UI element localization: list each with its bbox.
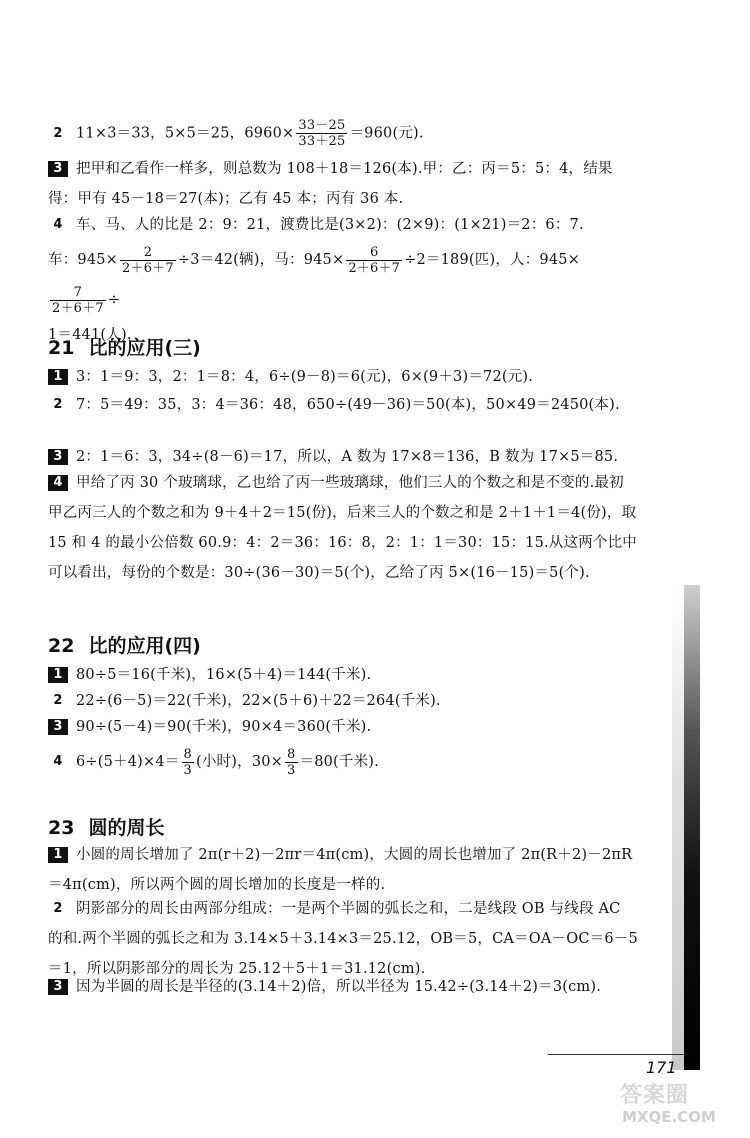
question-number: 1 [48, 847, 68, 863]
fraction-numerator: 6 [346, 245, 402, 261]
answer-text: 3：1＝9：3，2：1＝8：4，6÷(9－8)＝6(元)，6×(9＋3)＝72(元). [76, 369, 534, 385]
answer-text: ＝960(元). [349, 125, 424, 142]
fraction [296, 118, 347, 149]
answer-text: 11×3＝33，5×5＝25，6960× [76, 125, 295, 142]
answer-block [48, 712, 638, 742]
answer-block [48, 972, 638, 1002]
watermark-url: MXQE.COM [622, 1108, 716, 1126]
answer-text: ÷2＝189(匹)，人：945× [404, 252, 581, 268]
answer-block [48, 362, 638, 392]
fraction [120, 245, 176, 276]
answer-text: 7：5＝49：35，3：4＝36：48，650÷(49－36)＝50(本)，50×49＝2450(本). [76, 397, 620, 413]
question-number: 3 [48, 979, 68, 995]
page-number: 171 [646, 1058, 677, 1077]
answer-text: 因为半圆的周长是半径的(3.14＋2)倍，所以半径为 15.42÷(3.14＋2)＝3(cm). [76, 979, 602, 995]
answer-text: 车、马、人的比是 2：9：21，渡费比是(3×2)：(2×9)：(1×21)＝2：6：7. [76, 217, 584, 233]
answer-text: ÷3＝42(辆)，马：945× [177, 252, 345, 268]
question-number: 1 [48, 667, 68, 683]
answer-text: 阴影部分的周长由两部分组成：一是两个半圆的弧长之和，二是线段 OB 与线段 AC 的和.两个半圆的弧长之和为 3.14×5＋3.14×3＝25.12，OB＝5，CA＝OA－OC＝6－5＝1，所以阴影部分的周长为 25.12＋5＋1＝31.12(cm). [48, 901, 638, 977]
section-title: 比的应用(四) [88, 635, 201, 657]
fraction-denominator: 2＋6＋7 [52, 300, 104, 316]
section-heading [48, 632, 201, 660]
answer-block [48, 390, 638, 420]
fraction-numerator: 7 [50, 285, 106, 301]
question-number: 2 [53, 901, 63, 916]
fraction-numerator: 8 [183, 746, 192, 762]
answer-block [48, 894, 638, 984]
fraction-numerator: 33－25 [298, 118, 346, 133]
section-title: 圆的周长 [88, 817, 165, 839]
answer-text: 80÷5＝16(千米)，16×(5＋4)＝144(千米). [76, 667, 372, 683]
fraction [50, 285, 106, 316]
answer-text: 2：1＝6：3，34÷(8－6)＝17，所以，A 数为 17×8＝136，B 数为 17×5＝85. [76, 449, 619, 465]
answer-text: ＝80(千米). [299, 754, 379, 770]
answer-text: 1＝441(人). [48, 327, 132, 343]
answer-block [48, 742, 638, 782]
page-edge-shadow [672, 585, 684, 1070]
answer-2-block [48, 118, 638, 149]
question-number: 2 [53, 125, 63, 141]
question-number: 3 [48, 161, 68, 177]
fraction [346, 245, 402, 276]
section-heading [48, 334, 201, 362]
answer-text: 小圆的周长增加了 2π(r＋2)－2πr＝4π(cm)，大圆的周长也增加了 2π(R＋2)－2πR＝4π(cm)，所以两个圆的周长增加的长度是一样的. [48, 847, 633, 893]
section-heading [48, 814, 164, 842]
question-number: 4 [48, 475, 68, 491]
answer-text: 6÷(5＋4)×4＝ [76, 754, 180, 770]
answer-block [48, 840, 638, 900]
answer-text: 22÷(6－5)＝22(千米)，22×(5＋6)＋22＝264(千米). [76, 693, 441, 709]
question-number: 2 [53, 693, 63, 708]
footer-rule [548, 1054, 684, 1055]
section-number: 21 [48, 337, 75, 359]
question-number: 3 [48, 449, 68, 465]
question-number: 2 [53, 397, 63, 412]
section-number: 22 [48, 635, 75, 657]
question-number: 3 [48, 719, 68, 735]
fraction-denominator: 3 [287, 762, 296, 778]
answer-4-block [48, 210, 638, 350]
fraction [285, 747, 297, 778]
fraction-denominator: 2＋6＋7 [122, 260, 174, 276]
fraction-numerator: 2 [120, 245, 176, 261]
thumb-index-bar [684, 585, 700, 1070]
answer-text: 90÷(5－4)＝90(千米)，90×4＝360(千米). [76, 719, 372, 735]
fraction-denominator: 33＋25 [298, 134, 346, 149]
fraction-denominator: 3 [183, 762, 192, 778]
answer-block [48, 468, 638, 588]
watermark-logo: 答案圈 [620, 1083, 690, 1108]
answer-3-block [48, 154, 638, 214]
section-number: 23 [48, 817, 75, 839]
section-title: 比的应用(三) [88, 337, 201, 359]
question-number: 4 [53, 217, 63, 232]
question-number: 1 [48, 369, 68, 385]
fraction [182, 747, 194, 778]
question-number: 4 [53, 754, 63, 769]
answer-text: 甲给了丙 30 个玻璃球，乙也给了丙一些玻璃球，他们三人的个数之和是不变的.最初甲乙丙三人的个数之和为 9＋4＋2＝15(份)，后来三人的个数之和是 2＋1＋1＝4(份)，取 15 和 4 的最小公倍数 60.9：4：2＝36：16：8，2：1：1＝30：15：15.从这两个比中可以看出，每份的个数是：30÷(36－30)＝5(个)，乙给了丙 5×(16－15)＝5(个). [48, 475, 638, 581]
answer-text: 把甲和乙看作一样多，则总数为 108＋18＝126(本).甲：乙：丙＝5：5：4，结果得：甲有 45－18＝27(本)；乙有 45 本；丙有 36 本. [48, 161, 613, 207]
answer-text: 车：945× [48, 252, 119, 268]
fraction-denominator: 2＋6＋7 [348, 260, 401, 276]
fraction-numerator: 8 [287, 746, 296, 762]
answer-text: ÷ [107, 292, 121, 308]
answer-text: (小时)，30× [196, 754, 284, 770]
